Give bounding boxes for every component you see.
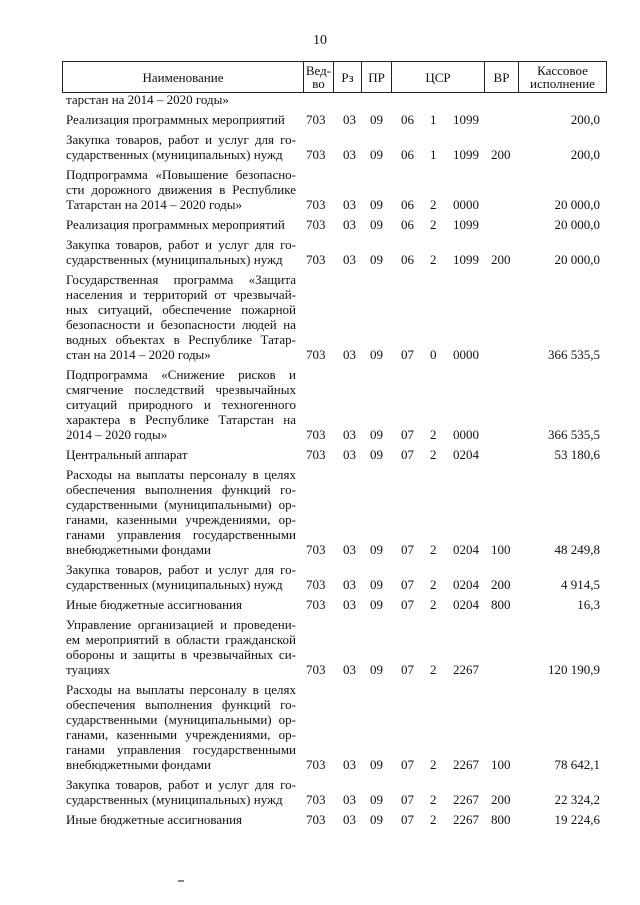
row-name bbox=[66, 167, 296, 212]
row-amount: 20 000,0 bbox=[554, 217, 600, 232]
row-vr: 200 bbox=[491, 252, 511, 267]
row-amount: 20 000,0 bbox=[554, 252, 600, 267]
row-ved: 703 bbox=[306, 197, 326, 212]
row-pr: 09 bbox=[370, 757, 383, 772]
row-name-line: Подпрограмма «Повышение безопасно- bbox=[66, 167, 296, 182]
row-name bbox=[66, 92, 296, 107]
row-name-line: Татарстан на 2014 – 2020 годы» bbox=[66, 197, 242, 212]
header-name: Наименование bbox=[142, 69, 224, 85]
row-name-line: характера в Республике Татарстан на bbox=[66, 412, 296, 427]
row-name-line: Расходы на выплаты персоналу в целях bbox=[66, 682, 296, 697]
table-row bbox=[0, 92, 640, 107]
row-c3: 2267 bbox=[453, 757, 479, 772]
scan-mark bbox=[178, 880, 184, 882]
row-c1: 06 bbox=[401, 112, 414, 127]
row-name-line: ганами управления государственными bbox=[66, 742, 296, 757]
row-pr: 09 bbox=[370, 347, 383, 362]
table-row bbox=[0, 597, 640, 612]
row-name-line: тарстан на 2014 – 2020 годы» bbox=[66, 92, 229, 107]
row-c3: 0000 bbox=[453, 427, 479, 442]
row-c1: 07 bbox=[401, 447, 414, 462]
table-row bbox=[0, 562, 640, 592]
row-amount: 78 642,1 bbox=[554, 757, 600, 772]
row-amount: 120 190,9 bbox=[548, 662, 600, 677]
row-c1: 07 bbox=[401, 812, 414, 827]
table-header bbox=[62, 61, 607, 93]
row-rz: 03 bbox=[343, 662, 356, 677]
row-rz: 03 bbox=[343, 197, 356, 212]
row-rz: 03 bbox=[343, 542, 356, 557]
row-c3: 0204 bbox=[453, 577, 479, 592]
row-name-line: Закупка товаров, работ и услуг для го- bbox=[66, 777, 296, 792]
row-name-line: 2014 – 2020 годы» bbox=[66, 427, 168, 442]
table-row bbox=[0, 367, 640, 442]
row-pr: 09 bbox=[370, 427, 383, 442]
row-amount: 366 535,5 bbox=[548, 347, 600, 362]
row-name bbox=[66, 617, 296, 677]
row-rz: 03 bbox=[343, 252, 356, 267]
row-rz: 03 bbox=[343, 577, 356, 592]
row-name-line: Закупка товаров, работ и услуг для го- bbox=[66, 237, 296, 252]
row-c3: 2267 bbox=[453, 662, 479, 677]
row-c2: 2 bbox=[430, 577, 437, 592]
row-name-line: сударственными (муниципальными) ор- bbox=[66, 497, 296, 512]
row-rz: 03 bbox=[343, 347, 356, 362]
row-pr: 09 bbox=[370, 217, 383, 232]
row-pr: 09 bbox=[370, 792, 383, 807]
table-row bbox=[0, 272, 640, 362]
row-amount: 200,0 bbox=[570, 112, 600, 127]
row-c3: 1099 bbox=[453, 252, 479, 267]
row-ved: 703 bbox=[306, 347, 326, 362]
row-c1: 06 bbox=[401, 197, 414, 212]
row-c3: 0000 bbox=[453, 347, 479, 362]
row-vr: 200 bbox=[491, 792, 511, 807]
row-rz: 03 bbox=[343, 147, 356, 162]
row-pr: 09 bbox=[370, 147, 383, 162]
row-name bbox=[66, 367, 296, 442]
row-c2: 2 bbox=[430, 662, 437, 677]
row-c3: 0204 bbox=[453, 447, 479, 462]
table-row bbox=[0, 132, 640, 162]
table-row bbox=[0, 112, 640, 127]
row-c3: 2267 bbox=[453, 792, 479, 807]
table-row bbox=[0, 217, 640, 232]
row-rz: 03 bbox=[343, 597, 356, 612]
table-row bbox=[0, 467, 640, 557]
row-name-line: ных ситуаций, обеспечение пожарной bbox=[66, 302, 296, 317]
row-c3: 1099 bbox=[453, 147, 479, 162]
row-amount: 366 535,5 bbox=[548, 427, 600, 442]
table-body bbox=[0, 92, 640, 827]
row-name-line: Расходы на выплаты персоналу в целях bbox=[66, 467, 296, 482]
row-name bbox=[66, 777, 296, 807]
row-rz: 03 bbox=[343, 792, 356, 807]
row-c1: 07 bbox=[401, 597, 414, 612]
row-c1: 07 bbox=[401, 347, 414, 362]
row-name-line: туациях bbox=[66, 662, 111, 677]
row-ved: 703 bbox=[306, 792, 326, 807]
row-c3: 0204 bbox=[453, 597, 479, 612]
row-name-line: Реализация программных мероприятий bbox=[66, 112, 285, 127]
row-name-line: смягчение последствий чрезвычайных bbox=[66, 382, 296, 397]
row-c2: 2 bbox=[430, 427, 437, 442]
row-name-line: ганами управления государственными bbox=[66, 527, 296, 542]
row-ved: 703 bbox=[306, 757, 326, 772]
row-vr: 100 bbox=[491, 542, 511, 557]
row-name-line: ем мероприятий в области гражданской bbox=[66, 632, 296, 647]
row-pr: 09 bbox=[370, 112, 383, 127]
table-row bbox=[0, 682, 640, 772]
table-row bbox=[0, 447, 640, 462]
row-vr: 200 bbox=[491, 147, 511, 162]
row-name-line: Закупка товаров, работ и услуг для го- bbox=[66, 132, 296, 147]
row-ved: 703 bbox=[306, 217, 326, 232]
row-vr: 800 bbox=[491, 812, 511, 827]
row-ved: 703 bbox=[306, 812, 326, 827]
row-c1: 06 bbox=[401, 252, 414, 267]
row-c2: 2 bbox=[430, 252, 437, 267]
row-name-line: населения и территорий от чрезвычай- bbox=[66, 287, 296, 302]
row-name bbox=[66, 447, 296, 462]
row-ved: 703 bbox=[306, 147, 326, 162]
row-name-line: сударственными (муниципальными) ор- bbox=[66, 712, 296, 727]
row-name-line: сударственных (муниципальных) нужд bbox=[66, 147, 283, 162]
row-c1: 06 bbox=[401, 147, 414, 162]
row-c3: 0204 bbox=[453, 542, 479, 557]
row-name-line: Иные бюджетные ассигнования bbox=[66, 812, 243, 827]
row-c3: 0000 bbox=[453, 197, 479, 212]
row-c2: 1 bbox=[430, 112, 437, 127]
row-vr: 800 bbox=[491, 597, 511, 612]
row-pr: 09 bbox=[370, 447, 383, 462]
row-name-line: сударственных (муниципальных) нужд bbox=[66, 577, 283, 592]
row-name bbox=[66, 272, 296, 362]
row-c2: 2 bbox=[430, 812, 437, 827]
row-pr: 09 bbox=[370, 252, 383, 267]
row-c2: 2 bbox=[430, 757, 437, 772]
row-vr: 100 bbox=[491, 757, 511, 772]
header-vr: ВР bbox=[484, 62, 518, 92]
row-ved: 703 bbox=[306, 447, 326, 462]
row-name bbox=[66, 682, 296, 772]
row-c1: 07 bbox=[401, 577, 414, 592]
header-rz: Рз bbox=[333, 62, 361, 92]
row-amount: 16,3 bbox=[577, 597, 600, 612]
row-c1: 07 bbox=[401, 542, 414, 557]
row-name bbox=[66, 132, 296, 162]
row-amount: 19 224,6 bbox=[554, 812, 600, 827]
row-name-line: стан на 2014 – 2020 годы» bbox=[66, 347, 211, 362]
row-c2: 0 bbox=[430, 347, 437, 362]
row-amount: 22 324,2 bbox=[554, 792, 600, 807]
header-ved bbox=[303, 62, 333, 92]
row-c2: 2 bbox=[430, 217, 437, 232]
row-rz: 03 bbox=[343, 812, 356, 827]
row-c2: 2 bbox=[430, 597, 437, 612]
row-name-line: Государственная программа «Защита bbox=[66, 272, 296, 287]
row-c2: 1 bbox=[430, 147, 437, 162]
row-pr: 09 bbox=[370, 197, 383, 212]
row-amount: 4 914,5 bbox=[561, 577, 600, 592]
row-amount: 20 000,0 bbox=[554, 197, 600, 212]
table-row bbox=[0, 812, 640, 827]
row-c1: 06 bbox=[401, 217, 414, 232]
row-pr: 09 bbox=[370, 577, 383, 592]
page-number: 10 bbox=[313, 33, 327, 48]
row-name-line: ситуаций природного и техногенного bbox=[66, 397, 296, 412]
row-ved: 703 bbox=[306, 427, 326, 442]
row-ved: 703 bbox=[306, 542, 326, 557]
table-row bbox=[0, 237, 640, 267]
row-name-line: обеспечения выполнения функций го- bbox=[66, 697, 296, 712]
row-name bbox=[66, 237, 296, 267]
row-c2: 2 bbox=[430, 542, 437, 557]
row-amount: 53 180,6 bbox=[554, 447, 600, 462]
row-c2: 2 bbox=[430, 197, 437, 212]
row-ved: 703 bbox=[306, 252, 326, 267]
row-name bbox=[66, 812, 296, 827]
row-c1: 07 bbox=[401, 427, 414, 442]
row-ved: 703 bbox=[306, 112, 326, 127]
row-name-line: внебюджетными фондами bbox=[66, 542, 211, 557]
row-name-line: Центральный аппарат bbox=[66, 447, 188, 462]
row-name-line: сударственных (муниципальных) нужд bbox=[66, 792, 283, 807]
row-name bbox=[66, 562, 296, 592]
row-pr: 09 bbox=[370, 597, 383, 612]
row-name-line: обеспечения выполнения функций го- bbox=[66, 482, 296, 497]
row-name-line: безопасности и безопасности людей на bbox=[66, 317, 296, 332]
row-name-line: сти дорожного движения в Республике bbox=[66, 182, 296, 197]
row-name bbox=[66, 467, 296, 557]
row-c3: 2267 bbox=[453, 812, 479, 827]
row-rz: 03 bbox=[343, 757, 356, 772]
row-name-line: ганами, казенными учреждениями, ор- bbox=[66, 512, 296, 527]
row-pr: 09 bbox=[370, 812, 383, 827]
row-vr: 200 bbox=[491, 577, 511, 592]
row-rz: 03 bbox=[343, 427, 356, 442]
header-csr: ЦСР bbox=[391, 62, 484, 92]
row-name bbox=[66, 112, 296, 127]
row-amount: 200,0 bbox=[570, 147, 600, 162]
row-ved: 703 bbox=[306, 662, 326, 677]
header-pr: ПР bbox=[361, 62, 391, 92]
table-row bbox=[0, 777, 640, 807]
row-c3: 1099 bbox=[453, 112, 479, 127]
row-name-line: Закупка товаров, работ и услуг для го- bbox=[66, 562, 296, 577]
row-name-line: Подпрограмма «Снижение рисков и bbox=[66, 367, 296, 382]
row-pr: 09 bbox=[370, 542, 383, 557]
table-row bbox=[0, 167, 640, 212]
row-c2: 2 bbox=[430, 447, 437, 462]
row-rz: 03 bbox=[343, 447, 356, 462]
row-c3: 1099 bbox=[453, 217, 479, 232]
row-name-line: обороны и защиты в чрезвычайных си- bbox=[66, 647, 296, 662]
row-c1: 07 bbox=[401, 792, 414, 807]
row-ved: 703 bbox=[306, 577, 326, 592]
header-ved-text: Вед- во bbox=[305, 63, 332, 91]
row-name bbox=[66, 217, 296, 232]
row-name-line: внебюджетными фондами bbox=[66, 757, 211, 772]
row-name-line: сударственных (муниципальных) нужд bbox=[66, 252, 283, 267]
row-pr: 09 bbox=[370, 662, 383, 677]
row-name-line: водных объектах в Республике Татар- bbox=[66, 332, 296, 347]
row-rz: 03 bbox=[343, 112, 356, 127]
header-amount bbox=[518, 62, 606, 92]
row-ved: 703 bbox=[306, 597, 326, 612]
row-name-line: Реализация программных мероприятий bbox=[66, 217, 285, 232]
header-amount-text: Кассовое исполнение bbox=[530, 63, 595, 91]
row-name bbox=[66, 597, 296, 612]
row-amount: 48 249,8 bbox=[554, 542, 600, 557]
row-rz: 03 bbox=[343, 217, 356, 232]
row-name-line: Управление организацией и проведени- bbox=[66, 617, 296, 632]
row-c1: 07 bbox=[401, 757, 414, 772]
row-c2: 2 bbox=[430, 792, 437, 807]
row-name-line: Иные бюджетные ассигнования bbox=[66, 597, 243, 612]
table-row bbox=[0, 617, 640, 677]
row-name-line: ганами, казенными учреждениями, ор- bbox=[66, 727, 296, 742]
row-c1: 07 bbox=[401, 662, 414, 677]
